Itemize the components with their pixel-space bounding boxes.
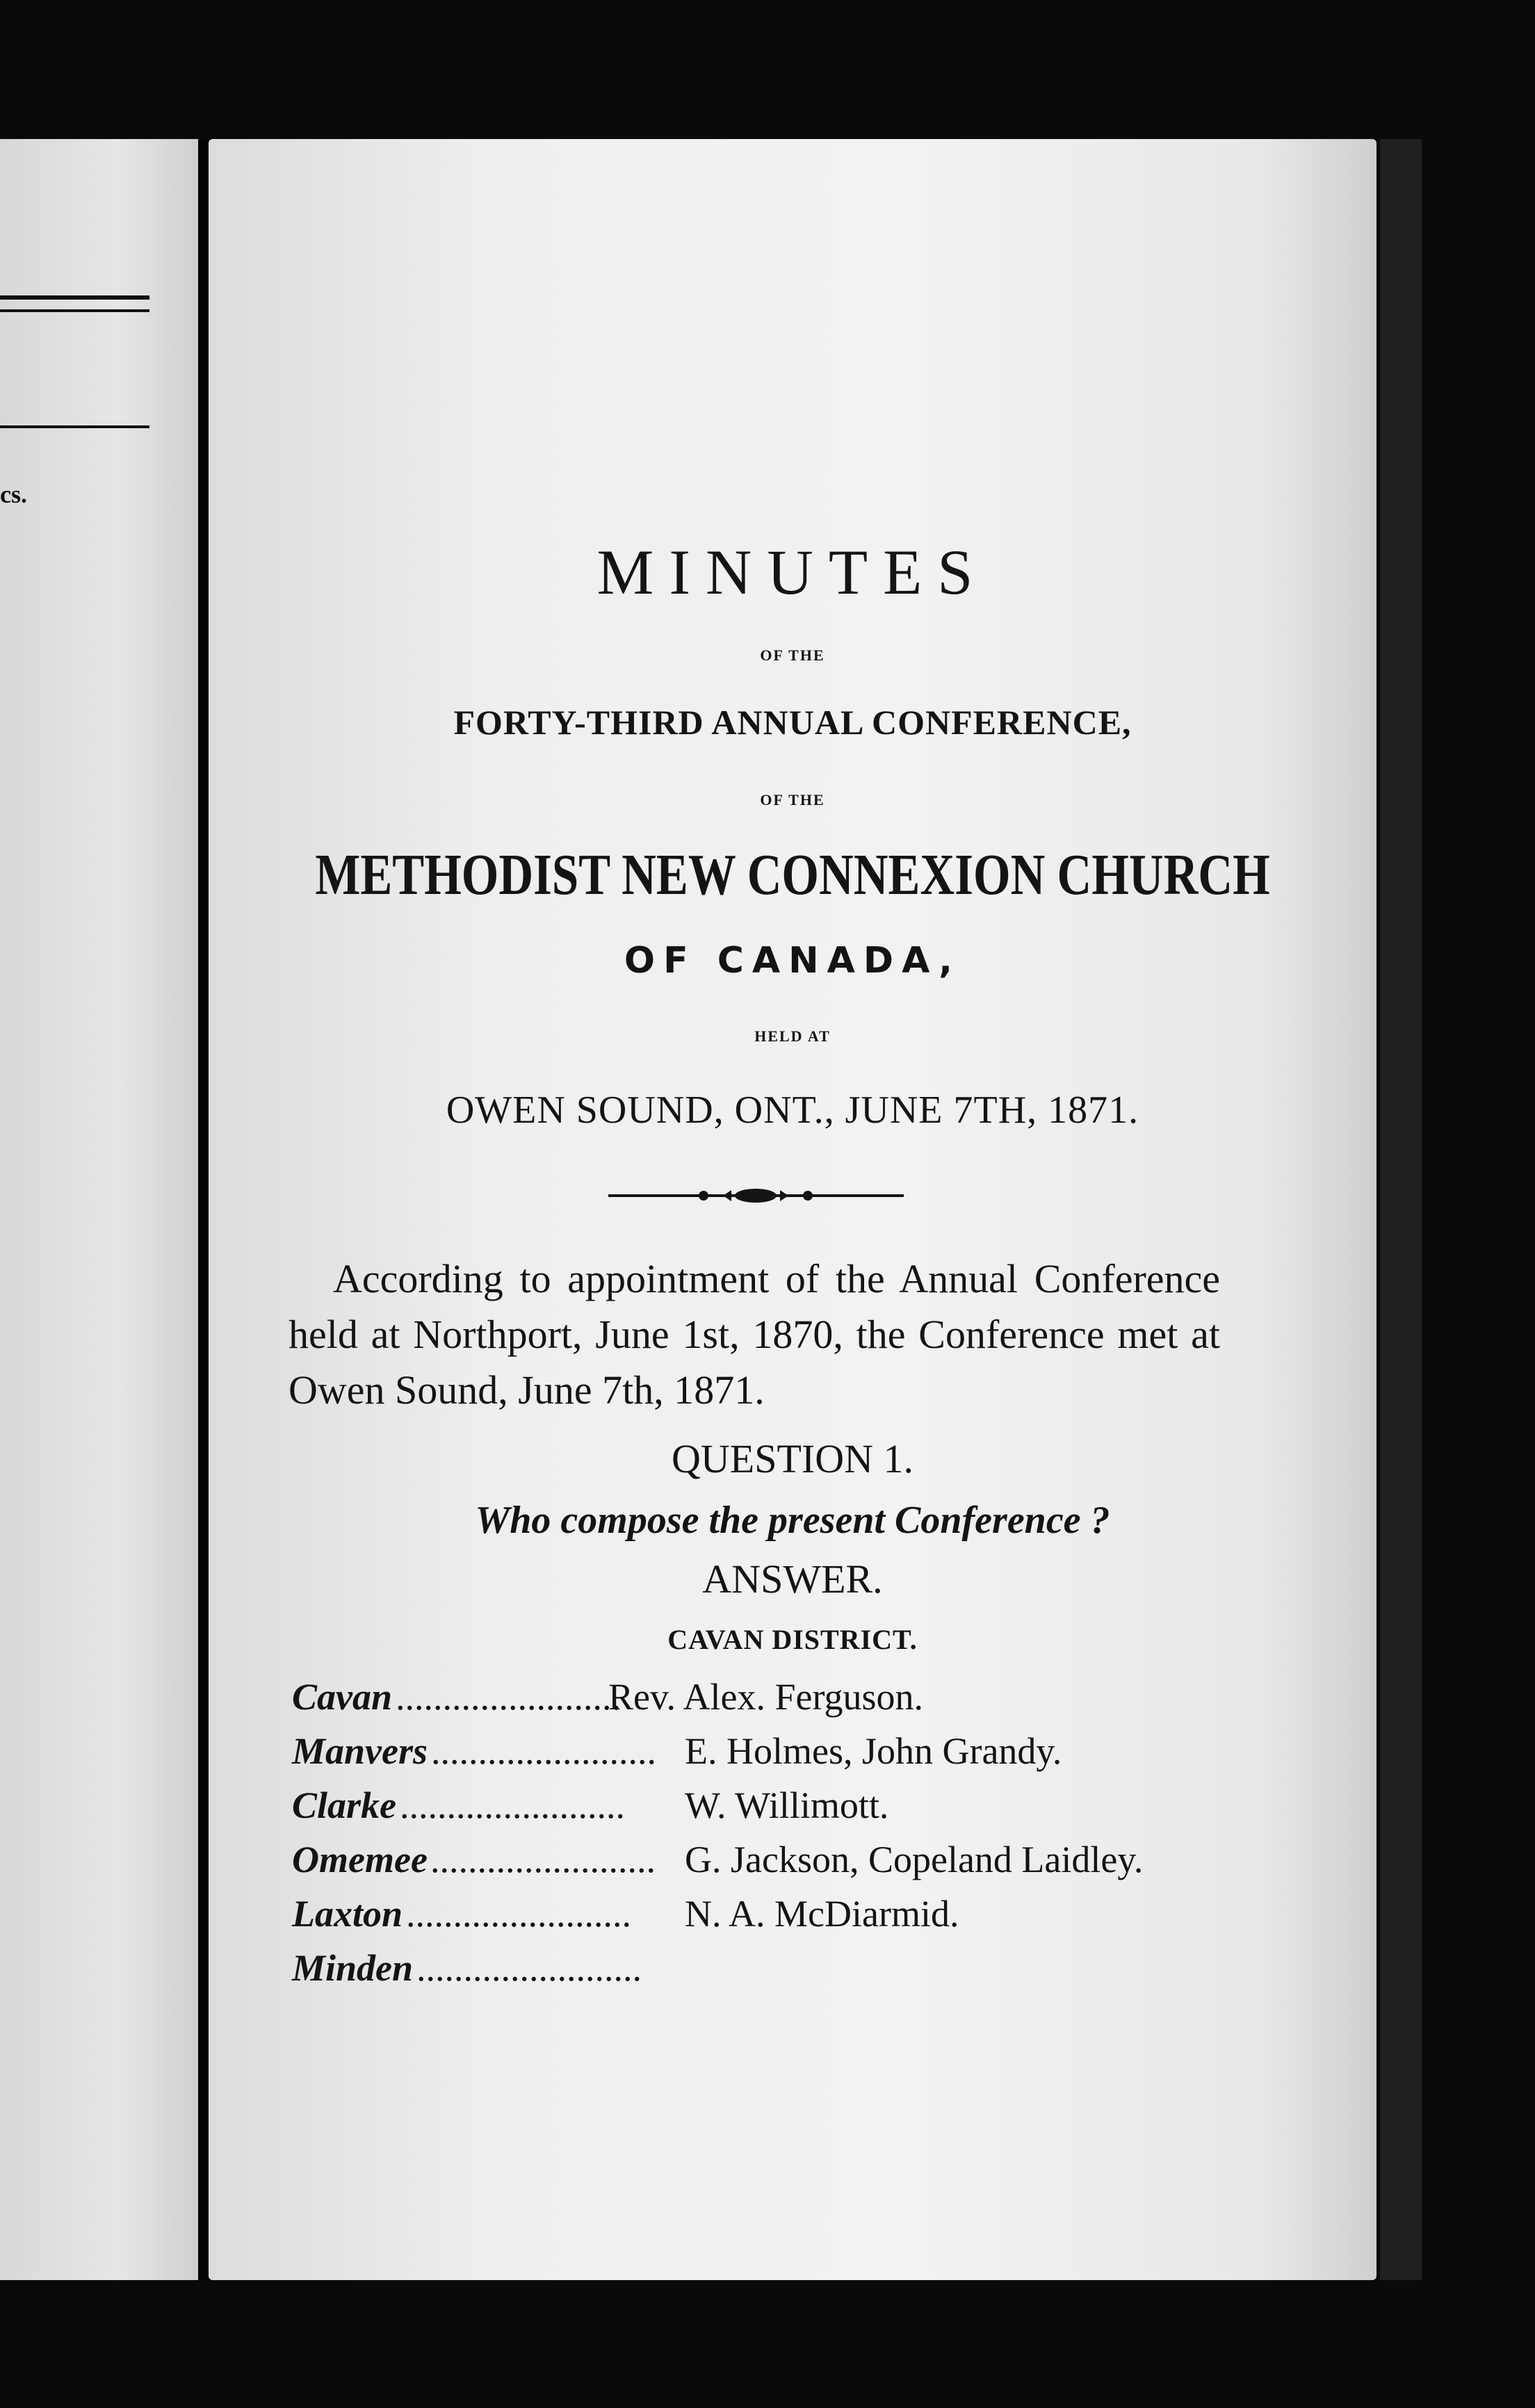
circuit-row (292, 1675, 1265, 1730)
district-heading: CAVAN DISTRICT. (667, 1624, 918, 1655)
circuit-row (292, 1838, 1265, 1892)
leader-dots: ........................ (406, 1893, 631, 1935)
country-name: OF CANADA, (624, 940, 961, 982)
circuit-name: Clarke (292, 1784, 397, 1826)
left-page-rule (0, 309, 149, 312)
circuit-name: Minden (292, 1947, 414, 1989)
ornament-divider (209, 1182, 1376, 1210)
church-name: METHODIST NEW CONNEXION CHURCH (315, 843, 1270, 907)
leader-dots: ........................ (416, 1947, 642, 1989)
opening-paragraph: According to appointment of the Annual Conference held at Northport, June 1st, 1870, the Conference met at Owen Sound, June 7th, 1871. (289, 1256, 1220, 1413)
circuit-row (292, 1892, 1265, 1946)
circuit-name: Omemee (292, 1839, 428, 1880)
minister-names: G. Jackson, Copeland Laidley. (685, 1839, 1144, 1880)
leader-dots: ........................ (396, 1676, 621, 1718)
circuit-name: Manvers (292, 1730, 428, 1772)
held-at-label: HELD AT (754, 1027, 831, 1045)
left-page-fragment: cs. (0, 480, 27, 508)
page-title: MINUTES (596, 537, 989, 608)
leader-dots: ........................ (430, 1839, 656, 1880)
minister-names: W. Willimott. (685, 1784, 889, 1826)
minister-names: E. Holmes, John Grandy. (685, 1730, 1062, 1772)
conference-title: FORTY-THIRD ANNUAL CONFERENCE, (453, 703, 1132, 742)
answer-heading: ANSWER. (702, 1556, 883, 1602)
circuit-name: Laxton (292, 1893, 403, 1935)
question-text: Who compose the present Conference ? (475, 1499, 1110, 1542)
left-page-rule (0, 425, 149, 428)
of-the-label: OF THE (760, 646, 825, 664)
left-page-rule (0, 295, 149, 300)
left-page (0, 139, 198, 2280)
minister-names: N. A. McDiarmid. (685, 1893, 959, 1935)
circuit-row (292, 1730, 1265, 1784)
question-heading: QUESTION 1. (672, 1436, 913, 1481)
minister-names: Rev. Alex. Ferguson. (608, 1676, 923, 1718)
circuit-row (292, 1784, 1265, 1838)
leader-dots: ........................ (431, 1730, 656, 1772)
circuit-row (292, 1946, 1265, 2001)
circuit-list (292, 1675, 1265, 2001)
circuit-name: Cavan (292, 1676, 393, 1718)
meeting-place-date: OWEN SOUND, ONT., JUNE 7TH, 1871. (446, 1089, 1139, 1132)
of-the-label: OF THE (760, 791, 825, 808)
book-edge (1380, 139, 1422, 2280)
leader-dots: ........................ (400, 1784, 625, 1826)
